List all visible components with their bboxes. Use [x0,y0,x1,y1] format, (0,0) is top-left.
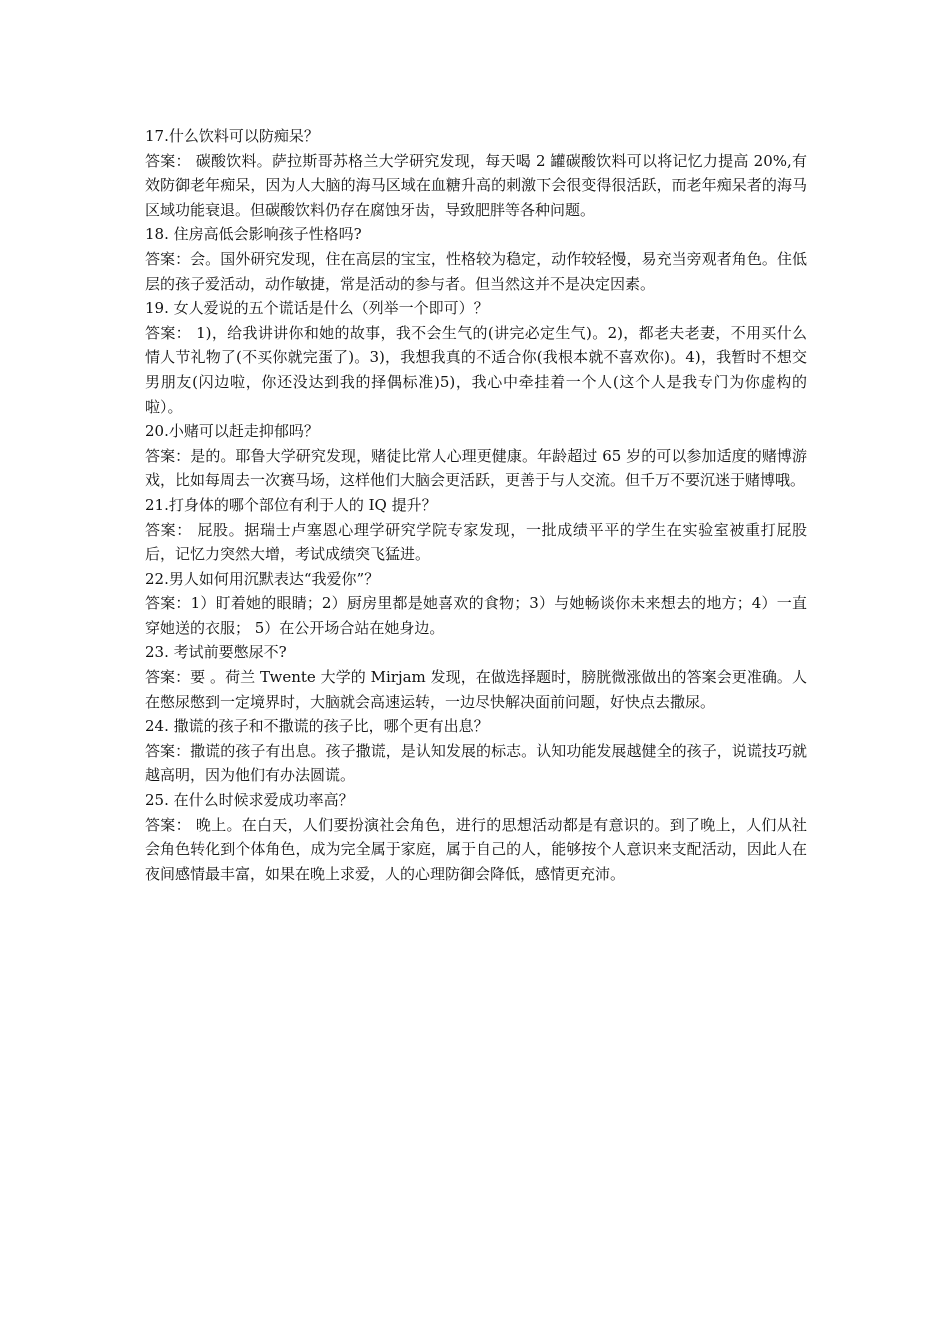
answer-text: 答案：会。国外研究发现，住在高层的宝宝，性格较为稳定，动作较轻慢，易充当旁观者角色。住低层的孩子爱活动，动作敏捷，常是活动的参与者。但当然这并不是决定因素。 [145,249,807,293]
answer-text: 答案：1）盯着她的眼睛；2）厨房里都是她喜欢的食物；3）与她畅谈你未来想去的地方；4）一直穿她送的衣服； 5）在公开场合站在她身边。 [145,594,807,637]
answer-text: 答案：撒谎的孩子有出息。孩子撒谎，是认知发展的标志。认知功能发展越健全的孩子，说谎技巧就越高明，因为他们有办法圆谎。 [145,741,807,785]
qa-item [145,419,807,493]
qa-item [145,640,807,714]
question-text: 19. 女人爱说的五个谎话是什么（列举一个即可）？ [145,299,489,318]
answer-text: 答案：要 。荷兰 Twente 大学的 Mirjam 发现，在做选择题时，膀胱微涨做出的答案会更准确。人在憋尿憋到一定境界时，大脑就会高速运转，一边尽快解决面前问题，好快点去撒尿。 [145,668,807,711]
qa-item [145,788,807,886]
question-text: 22.男人如何用沉默表达“我爱你”？ [145,569,380,588]
question-text: 25. 在什么时候求爱成功率高？ [145,791,354,810]
question-text: 21.打身体的哪个部位有利于人的 IQ 提升？ [145,495,437,514]
question-text: 18. 住房高低会影响孩子性格吗? [145,225,362,244]
qa-item [145,296,807,419]
document-body [145,124,807,886]
qa-item [145,222,807,296]
qa-item [145,493,807,567]
answer-text: 答案： 1)，给我讲讲你和她的故事，我不会生气的(讲完必定生气)。2)，都老夫老妻，不用买什么情人节礼物了(不买你就完蛋了)。3)，我想我真的不适合你(我根本就不喜欢你)。4)，我暂时不想交男朋友(闪边啦，你还没达到我的择偶标准)5)，我心中牵挂着一个人(这个人是我专门为你虚构的啦）。 [145,323,807,416]
question-text: 23. 考试前要憋尿不? [145,643,287,662]
answer-text: 答案： 屁股。据瑞士卢塞恩心理学研究学院专家发现，一批成绩平平的学生在实验室被重打屁股后，记忆力突然大增，考试成绩突飞猛进。 [145,520,807,564]
question-text: 24. 撒谎的孩子和不撒谎的孩子比，哪个更有出息？ [145,717,489,736]
answer-text: 答案：是的。耶鲁大学研究发现，赌徒比常人心理更健康。年龄超过 65 岁的可以参加适度的赌博游戏，比如每周去一次赛马场，这样他们大脑会更活跃，更善于与人交流。但千万不要沉迷于赌博哦。 [145,446,807,490]
question-text: 20.小赌可以赶走抑郁吗？ [145,422,319,441]
answer-text: 答案： 晚上。在白天，人们要扮演社会角色，进行的思想活动都是有意识的。到了晚上，人们从社会角色转化到个体角色，成为完全属于家庭，属于自己的人，能够按个人意识来支配活动，因此人在夜间感情最丰富，如果在晚上求爱，人的心理防御会降低，感情更充沛。 [145,815,807,883]
qa-item [145,567,807,641]
qa-item [145,714,807,788]
qa-item [145,124,807,222]
answer-text: 答案： 碳酸饮料。萨拉斯哥苏格兰大学研究发现，每天喝 2 罐碳酸饮料可以将记忆力提高 20%,有效防御老年痴呆，因为人大脑的海马区域在血糖升高的刺激下会很变得很活跃，而老年痴呆者的海马区域功能衰退。但碳酸饮料仍存在腐蚀牙齿，导致肥胖等各种问题。 [145,151,807,219]
question-text: 17.什么饮料可以防痴呆？ [145,127,319,145]
